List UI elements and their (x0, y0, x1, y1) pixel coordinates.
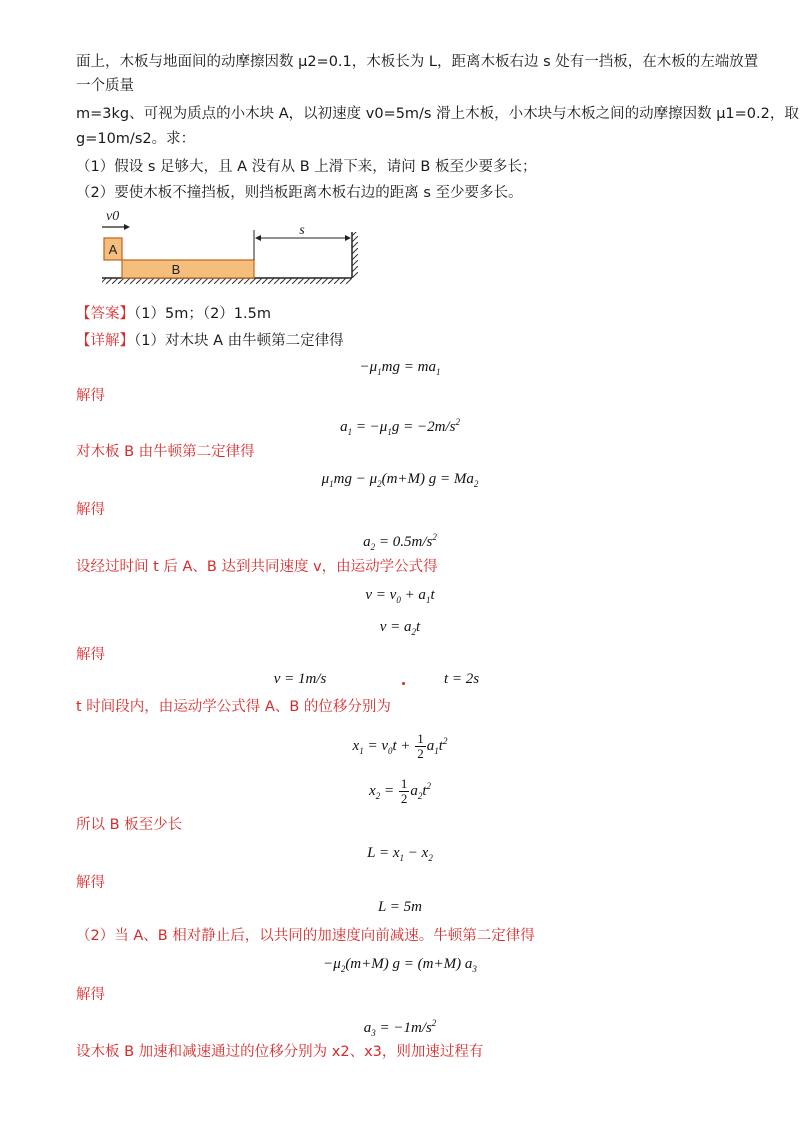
problem-line-2: 一个质量 (76, 78, 134, 94)
question-1: （1）假设 s 足够大，且 A 没有从 B 上滑下来，请问 B 板至少要多长； (76, 159, 537, 175)
equation-11: L = 5m (377, 899, 423, 915)
solve-label-5: 解得 (76, 987, 105, 1003)
answer-tag: 【答案】 (76, 306, 134, 322)
detail-step-6: （2）当 A、B 相对静止后，以共同的加速度向前减速。牛顿第二定律得 (76, 928, 535, 944)
equation-9: $x_2$ = $\frac{1}{2}$ $a_2t^2$ (369, 776, 431, 807)
equation-4: $a_2 = 0.5m/s^2$ (363, 532, 437, 552)
detail-step-4: t 时间段内，由运动学公式得 A、B 的位移分别为 (76, 699, 391, 715)
equation-12: $-\mu_2(m+M) g = (m+M)$ $a_3$ (323, 956, 477, 974)
solve-label-3: 解得 (76, 647, 105, 663)
board-b (122, 260, 254, 278)
equation-7a: v = 1m/s (273, 671, 327, 687)
detail-line-1 (76, 331, 344, 351)
detail-step-1: （1）对木块 A 由牛顿第二定律得 (134, 333, 344, 349)
solve-label-2: 解得 (76, 502, 105, 518)
label-a: A (108, 242, 118, 257)
equation-10: $L = x_1 - x_2$ (367, 845, 433, 863)
equation-3: $\mu_1mg - \mu_2(m+M) g = Ma_2$ (321, 471, 479, 489)
equation-8: $x_1 = v_0t$ + $\frac{1}{2}$ $a_1t^2$ (352, 731, 448, 762)
red-dot (402, 682, 405, 685)
detail-step-5: 所以 B 板至少长 (76, 817, 183, 833)
detail-step-7: 设木板 B 加速和减速通过的位移分别为 x2、x3，则加速过程有 (76, 1044, 484, 1060)
equation-5: $v = v_0 + a_1t$ (365, 587, 435, 605)
label-b: B (171, 262, 181, 277)
equation-2: $a_1 = -\mu_1g = -2m/s^2$ (340, 417, 460, 437)
equation-1: $-\mu_1mg = ma_1$ (359, 359, 441, 377)
question-2: （2）要使木板不撞挡板，则挡板距离木板右边的距离 s 至少要多长。 (76, 185, 523, 201)
solve-label-1: 解得 (76, 388, 105, 404)
detail-tag: 【详解】 (76, 333, 134, 349)
label-v0: v0 (106, 209, 120, 224)
detail-step-2: 对木板 B 由牛顿第二定律得 (76, 444, 255, 460)
answer-line (76, 304, 271, 324)
detail-step-3: 设经过时间 t 后 A、B 达到共同速度 v，由运动学公式得 (76, 559, 438, 575)
problem-line-3: m=3kg、可视为质点的小木块 A，以初速度 v0=5m/s 滑上木板，小木块与木板之间的动摩擦因数 μ1=0.2，取 (76, 106, 799, 122)
solve-label-4: 解得 (76, 875, 105, 891)
problem-line-1: 面上，木板与地面间的动摩擦因数 μ2=0.1，木板长为 L，距离木板右边 s 处有一挡板，在木板的左端放置 (76, 54, 759, 70)
equation-13: $a_3 = -1m/s^2$ (363, 1018, 437, 1038)
label-s: s (299, 223, 305, 238)
problem-line-4: g=10m/s2。求： (76, 131, 196, 147)
answer-text: （1）5m；（2）1.5m (134, 306, 271, 322)
equation-6: $v = a_2t$ (379, 619, 421, 637)
physics-diagram (94, 206, 364, 296)
